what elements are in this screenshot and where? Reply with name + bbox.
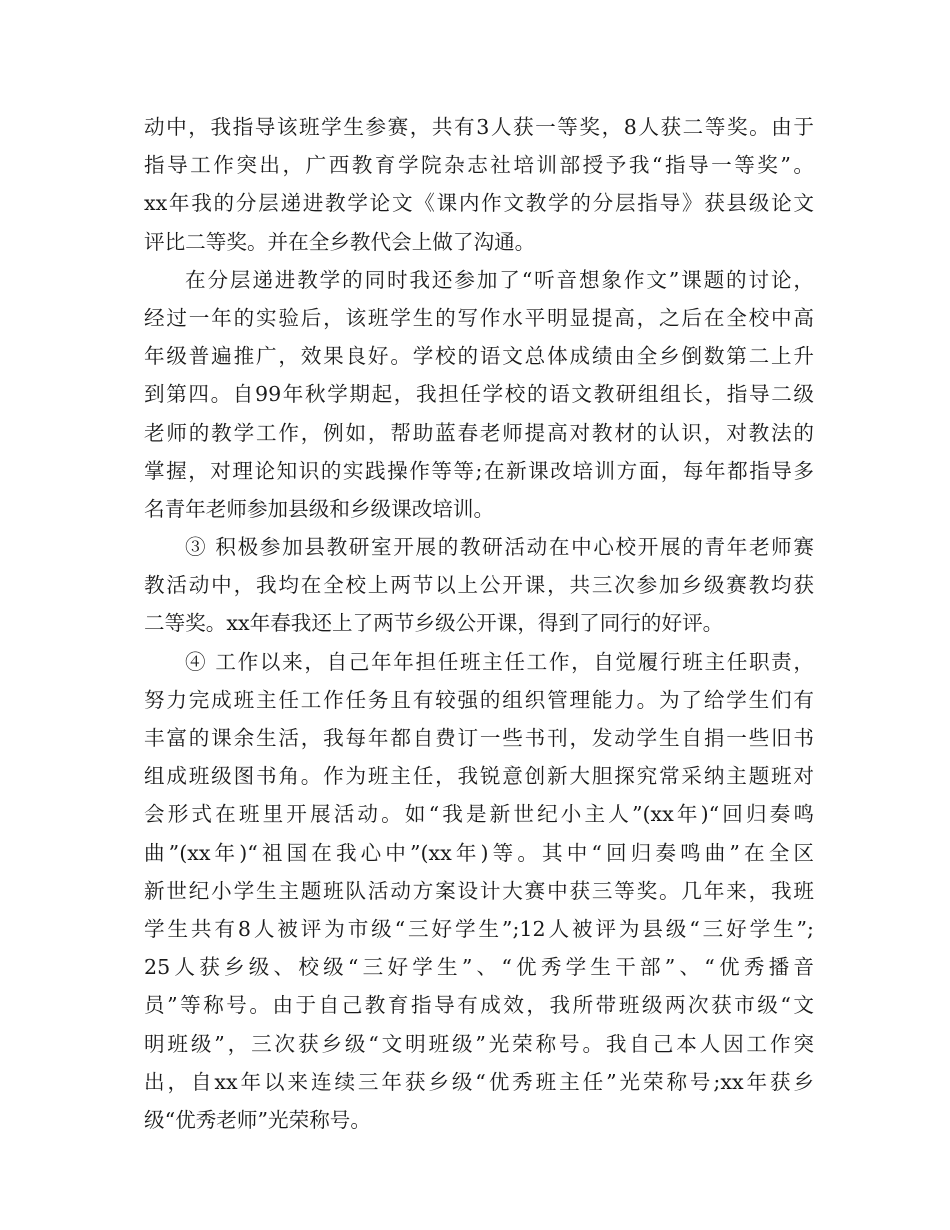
- text-line: 会形式在班里开展活动。如“我是新世纪小主人”(xx年)“回归奏鸣: [144, 802, 814, 827]
- text-line: 丰富的课余生活，我每年都自费订一些书刊，发动学生自捐一些旧书: [144, 726, 814, 750]
- text-line: 组成班级图书角。作为班主任，我锐意创新大胆探究常采纳主题班对: [144, 764, 814, 789]
- text-line: 努力完成班主任工作任务且有较强的组织管理能力。为了给学生们有: [144, 687, 814, 712]
- text-line: 评比二等奖。并在全乡教代会上做了沟通。: [144, 229, 536, 254]
- text-line: 学生共有8人被评为市级“三好学生”;12人被评为县级“三好学生”;: [144, 916, 814, 941]
- text-line: 指导工作突出，广西教育学院杂志社培训部授予我“指导一等奖”。: [144, 153, 814, 178]
- paragraph-2: [144, 261, 814, 528]
- text-line: 老师的教学工作，例如，帮助蓝春老师提高对教材的认识，对教法的: [144, 420, 814, 445]
- text-line: 曲”(xx年)“祖国在我心中”(xx年)等。其中“回归奏鸣曲”在全区: [144, 840, 814, 865]
- text-line: 新世纪小学生主题班队活动方案设计大赛中获三等奖。几年来，我班: [144, 878, 814, 903]
- text-line: 动中，我指导该班学生参赛，共有3人获一等奖，8人获二等奖。由于: [144, 115, 814, 139]
- text-line: 到第四。自99年秋学期起，我担任学校的语文教研组组长，指导二级: [144, 382, 814, 407]
- text-line: 教活动中，我均在全校上两节以上公开课，共三次参加乡级赛教均获: [144, 573, 814, 598]
- text-line: 经过一年的实验后，该班学生的写作水平明显提高，之后在全校中高: [144, 305, 814, 330]
- text-line: 明班级”，三次获乡级“文明班级”光荣称号。我自己本人因工作突: [144, 1031, 814, 1056]
- paragraph-4: [144, 643, 814, 1139]
- text-line: 在分层递进教学的同时我还参加了“听音想象作文”课题的讨论，: [185, 267, 814, 292]
- text-line: 掌握，对理论知识的实践操作等等;在新课改培训方面，每年都指导多: [144, 458, 814, 483]
- text-line: ③ 积极参加县教研室开展的教研活动在中心校开展的青年老师赛: [185, 535, 814, 560]
- text-line: 出，自xx年以来连续三年获乡级“优秀班主任”光荣称号;xx年获乡: [144, 1069, 814, 1094]
- text-line: 员”等称号。由于自己教育指导有成效，我所带班级两次获市级“文: [144, 993, 814, 1018]
- paragraph-3: [144, 528, 814, 643]
- text-line: 年级普遍推广，效果良好。学校的语文总体成绩由全乡倒数第二上升: [144, 344, 814, 369]
- text-line: 级“优秀老师”光荣称号。: [144, 1107, 371, 1132]
- text-line: 25人获乡级、校级“三好学生”、“优秀学生干部”、“优秀播音: [144, 955, 814, 980]
- document-body: [144, 108, 814, 1139]
- text-line: 二等奖。xx年春我还上了两节乡级公开课，得到了同行的好评。: [144, 611, 724, 636]
- text-line: 名青年老师参加县级和乡级课改培训。: [144, 496, 495, 521]
- text-line: xx年我的分层递进教学论文《课内作文教学的分层指导》获县级论文: [144, 191, 814, 216]
- text-line: ④ 工作以来，自己年年担任班主任工作，自觉履行班主任职责，: [185, 649, 814, 674]
- paragraph-1: [144, 108, 814, 261]
